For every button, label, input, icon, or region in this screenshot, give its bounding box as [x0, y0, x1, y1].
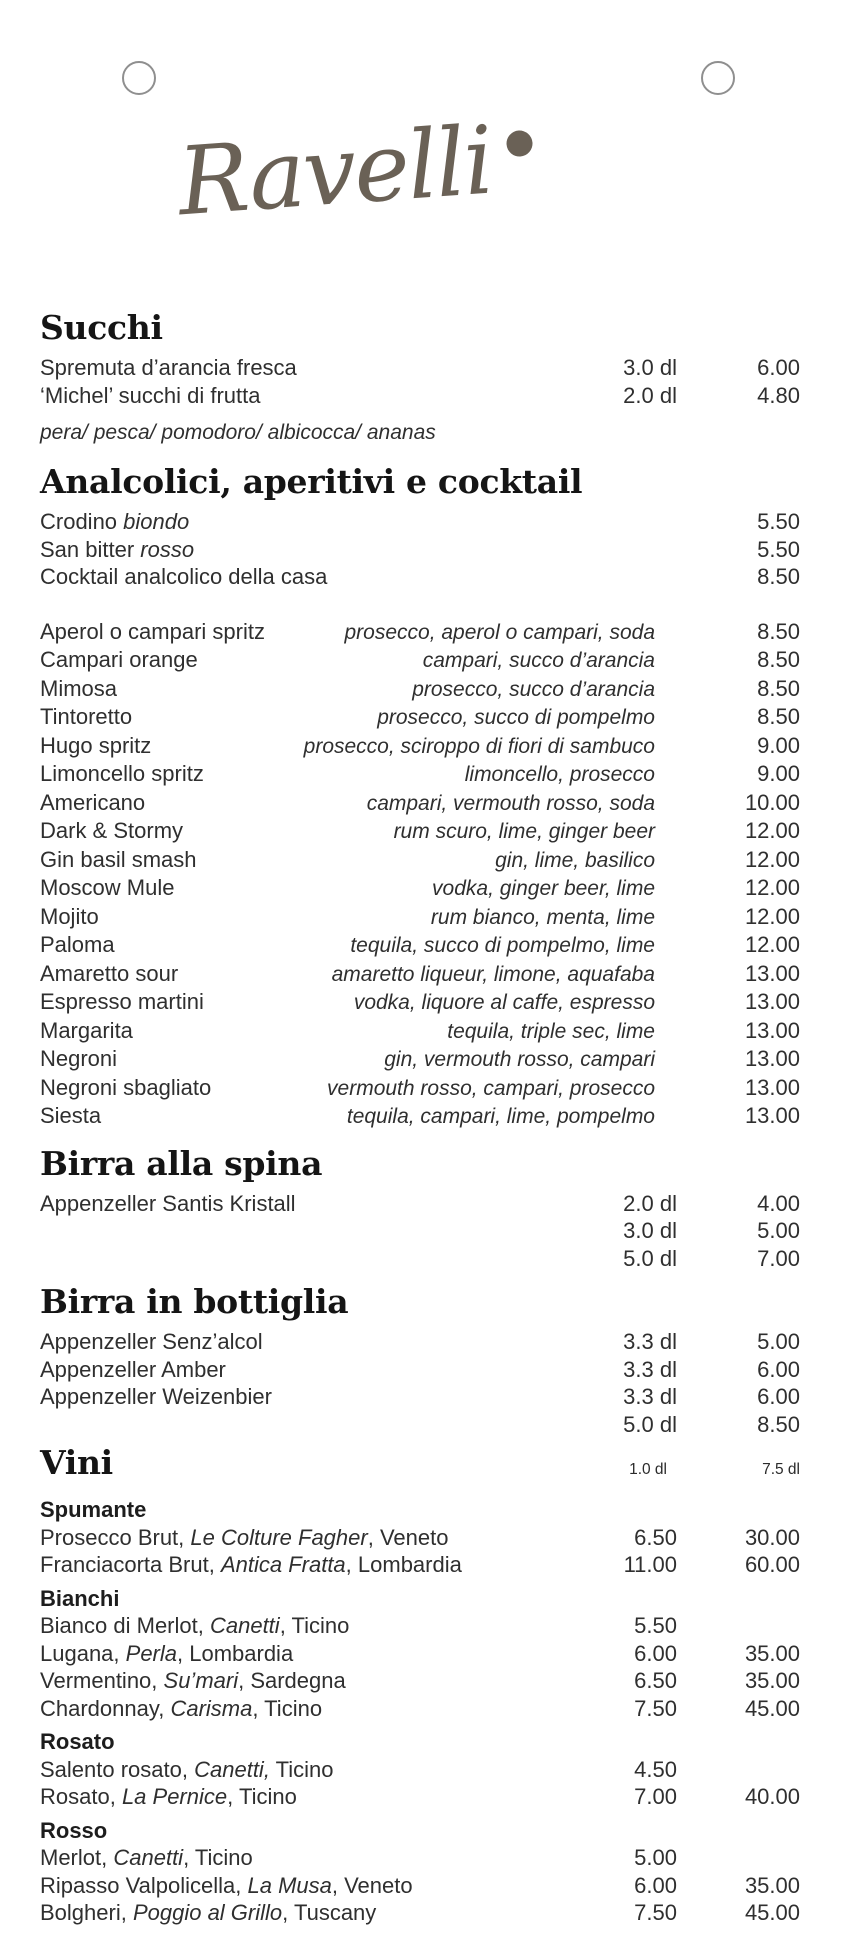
menu-row [40, 1102, 800, 1131]
item-name-text: Americano [40, 789, 146, 815]
item-price: 45.00 [744, 1900, 800, 1925]
item-size-or-glass-price: 3.3 dl [623, 1329, 677, 1354]
menu-row [40, 846, 800, 875]
item-price: 4.80 [757, 382, 800, 408]
wine-category-label: Bianchi [40, 1585, 120, 1611]
menu-row [40, 563, 800, 591]
item-name [40, 1899, 376, 1927]
item-name-text: Mimosa [40, 675, 118, 701]
item-price: 9.00 [757, 732, 800, 758]
item-price: 12.00 [744, 903, 800, 929]
item-name-suffix: , Lombardia [177, 1640, 294, 1666]
item-name-italic: Poggio al Grillo [132, 1900, 283, 1925]
item-description: gin, vermouth rosso, campari [384, 1048, 655, 1071]
item-name-italic: Canetti [113, 1845, 184, 1870]
item-name-suffix: , Ticino [279, 1613, 350, 1638]
menu-section [40, 1443, 800, 1927]
item-price: 30.00 [744, 1524, 800, 1550]
item-description: vodka, ginger beer, lime [432, 877, 655, 900]
menu-group [40, 354, 800, 409]
item-price: 12.00 [744, 818, 800, 843]
item-price: 12.00 [744, 875, 800, 900]
item-name [40, 1756, 334, 1784]
item-price: 6.00 [757, 1356, 800, 1382]
item-description: tequila, triple sec, lime [447, 1019, 655, 1043]
item-name-suffix: , Ticino [227, 1784, 297, 1809]
item-size-or-glass-price: 3.3 dl [623, 1384, 677, 1409]
menu-row [40, 732, 800, 761]
menu-row [40, 1899, 800, 1927]
item-size-or-glass-price: 4.50 [634, 1756, 677, 1782]
menu-row [40, 675, 800, 704]
item-name-text: Amaretto sour [40, 960, 179, 986]
item-size-or-glass-price: 7.50 [634, 1900, 677, 1925]
item-price: 8.50 [757, 704, 800, 729]
item-name-italic: rosso [140, 536, 195, 562]
item-name [40, 354, 297, 382]
wine-category-label: Rosso [40, 1817, 108, 1843]
item-name-text: Campari orange [40, 647, 198, 672]
item-size-or-glass-price: 2.0 dl [623, 382, 677, 408]
item-size-or-glass-price: 3.0 dl [623, 355, 677, 380]
wine-category-label: Rosato [40, 1729, 115, 1754]
item-price: 4.00 [757, 1190, 800, 1216]
item-name [40, 1074, 211, 1102]
item-name [40, 1872, 413, 1900]
menu-row [40, 618, 800, 647]
menu-row [40, 1411, 800, 1439]
item-name-italic: biondo [123, 509, 190, 534]
item-price: 7.00 [757, 1245, 800, 1271]
menu-row [40, 1756, 800, 1784]
item-size-or-glass-price: 6.00 [634, 1872, 677, 1898]
menu-row [40, 874, 800, 903]
menu-row [40, 1383, 800, 1411]
item-name [40, 874, 174, 902]
item-size-or-glass-price: 5.0 dl [623, 1411, 677, 1437]
item-name-italic: Carisma [170, 1695, 253, 1721]
item-name [40, 563, 327, 591]
item-name-italic: La Musa [247, 1872, 332, 1898]
item-description: prosecco, succo d’arancia [412, 677, 655, 701]
item-name [40, 1045, 117, 1073]
item-price: 13.00 [744, 1103, 800, 1128]
item-name-text: Appenzeller Santis Kristall [40, 1190, 296, 1216]
menu-row [40, 1551, 800, 1579]
item-name-text: Prosecco Brut, [40, 1524, 191, 1550]
item-name-suffix: , Tuscany [282, 1900, 377, 1925]
item-name [40, 931, 115, 959]
item-name-suffix: , Veneto [331, 1872, 413, 1898]
item-name-text: Crodino [40, 509, 124, 534]
menu-row [40, 760, 800, 789]
item-size-or-glass-price: 6.00 [634, 1640, 677, 1666]
item-price: 40.00 [744, 1784, 800, 1809]
item-description: campari, vermouth rosso, soda [366, 791, 655, 815]
menu-row [40, 1017, 800, 1046]
menu-row [40, 1640, 800, 1668]
item-name-suffix: , Veneto [367, 1524, 449, 1550]
section-title: Analcolici, aperitivi e cocktail [40, 462, 583, 501]
item-name-text: Franciacorta Brut, [40, 1552, 221, 1577]
item-price: 35.00 [744, 1872, 800, 1898]
menu-row [40, 789, 800, 818]
menu-group [40, 508, 800, 591]
item-size-or-glass-price: 5.50 [634, 1613, 677, 1638]
item-description: amaretto liqueur, limone, aquafaba [331, 962, 655, 986]
item-name-text: Tintoretto [40, 704, 133, 729]
menu-group [40, 1190, 800, 1273]
menu-section [40, 1144, 800, 1273]
item-name [40, 732, 151, 760]
item-price: 13.00 [744, 1017, 800, 1043]
menu-row [40, 536, 800, 564]
menu-section [40, 462, 800, 1131]
menu-row [40, 903, 800, 932]
menu-row [40, 1190, 800, 1218]
item-name [40, 1783, 297, 1811]
item-description: gin, lime, basilico [495, 848, 655, 872]
menu-row [40, 1045, 800, 1074]
item-name-italic: Canetti, [194, 1756, 270, 1782]
item-name [40, 1524, 448, 1552]
item-name [40, 646, 198, 674]
item-name-text: Merlot, [40, 1845, 114, 1870]
item-name [40, 675, 117, 703]
item-name-italic: Su’mari [163, 1668, 239, 1693]
item-name-text: Aperol o campari spritz [40, 618, 265, 644]
item-name [40, 903, 99, 931]
menu-group [40, 1328, 800, 1438]
item-price: 5.50 [757, 509, 800, 534]
item-price: 5.00 [757, 1329, 800, 1354]
item-price: 35.00 [744, 1640, 800, 1666]
item-name [40, 1695, 322, 1723]
item-price: 13.00 [744, 1046, 800, 1071]
item-name [40, 536, 194, 564]
item-size-or-glass-price: 11.00 [623, 1552, 677, 1577]
item-price: 35.00 [744, 1668, 800, 1693]
item-price: 9.00 [757, 761, 800, 786]
item-name-italic: Le Colture Fagher [190, 1524, 368, 1550]
item-name [40, 703, 132, 731]
section-title: Birra in bottiglia [40, 1282, 349, 1321]
item-price: 10.00 [744, 789, 800, 815]
logo-wordmark: Ravelli [174, 106, 496, 238]
item-name-text: Appenzeller Weizenbier [40, 1384, 272, 1409]
item-name-text: Paloma [40, 932, 115, 957]
item-name [40, 382, 260, 410]
item-price: 5.50 [757, 536, 800, 562]
section-title: Vini [40, 1443, 113, 1482]
item-name-text: Moscow Mule [40, 875, 175, 900]
item-name-text: Limoncello spritz [40, 761, 204, 786]
item-price: 8.50 [757, 675, 800, 701]
item-name-suffix: Ticino [269, 1756, 334, 1782]
item-name-text: Lugana, [40, 1640, 126, 1666]
item-name [40, 1667, 346, 1695]
item-name-text: Dark & Stormy [40, 818, 184, 843]
item-price: 13.00 [744, 989, 800, 1014]
item-description: prosecco, aperol o campari, soda [344, 620, 655, 644]
item-price: 13.00 [744, 1074, 800, 1100]
menu-row [40, 1245, 800, 1273]
menu-row [40, 931, 800, 960]
item-size-or-glass-price: 5.0 dl [623, 1245, 677, 1271]
flavor-options-note: pera/ pesca/ pomodoro/ albicocca/ ananas [40, 421, 436, 444]
menu-row [40, 1074, 800, 1103]
item-name-text: Gin basil smash [40, 846, 197, 872]
menu-row [40, 817, 800, 846]
menu-row [40, 1695, 800, 1723]
menu-row [40, 703, 800, 732]
item-size-or-glass-price: 3.3 dl [623, 1356, 677, 1382]
menu-row [40, 1524, 800, 1552]
menu-group [40, 1756, 800, 1811]
column-header-glass: 1.0 dl [629, 1461, 667, 1478]
item-name-text: ‘Michel’ succhi di frutta [40, 382, 261, 408]
item-name-suffix: , Ticino [252, 1695, 323, 1721]
item-price: 6.00 [757, 355, 800, 380]
item-size-or-glass-price: 6.50 [634, 1668, 677, 1693]
menu-row [40, 1612, 800, 1640]
item-size-or-glass-price: 2.0 dl [623, 1190, 677, 1216]
menu-row [40, 508, 800, 536]
item-name-text: Espresso martini [40, 989, 204, 1014]
menu-row [40, 1356, 800, 1384]
menu-row [40, 354, 800, 382]
wine-category-label: Spumante [40, 1497, 147, 1522]
item-name-text: Chardonnay, [40, 1695, 171, 1721]
menu-section [40, 308, 800, 446]
item-name [40, 1017, 133, 1045]
menu-row [40, 646, 800, 675]
item-name [40, 960, 178, 988]
item-name [40, 1328, 263, 1356]
item-description: campari, succo d’arancia [422, 649, 655, 672]
item-size-or-glass-price: 5.00 [634, 1845, 677, 1870]
item-description: vodka, liquore al caffe, espresso [353, 991, 655, 1014]
section-header-row [40, 1443, 800, 1490]
item-name [40, 988, 204, 1016]
item-price: 12.00 [744, 846, 800, 872]
item-name-text: Negroni [40, 1046, 118, 1071]
item-name [40, 1844, 253, 1872]
item-name [40, 1640, 293, 1668]
menu-group [40, 1612, 800, 1722]
item-name-text: Spremuta d’arancia fresca [40, 355, 297, 380]
item-description: prosecco, sciroppo di fiori di sambuco [303, 734, 655, 758]
item-name-text: Appenzeller Senz’alcol [40, 1329, 263, 1354]
item-name-text: Siesta [40, 1103, 102, 1128]
section-title: Birra alla spina [40, 1143, 323, 1183]
menu-row [40, 1667, 800, 1695]
item-name-text: Bianco di Merlot, [40, 1613, 210, 1638]
item-name [40, 1102, 101, 1130]
item-name-text: Negroni sbagliato [40, 1074, 212, 1100]
item-price: 6.00 [757, 1384, 800, 1409]
item-name-text: Ripasso Valpolicella, [40, 1872, 248, 1898]
item-name-text: Margarita [40, 1017, 133, 1043]
item-name-text: Bolgheri, [40, 1900, 133, 1925]
menu-group [40, 1844, 800, 1927]
item-price: 45.00 [744, 1695, 800, 1721]
menu-row [40, 1783, 800, 1811]
item-name-italic: Antica Fratta [220, 1552, 346, 1577]
menu-row [40, 988, 800, 1017]
item-name [40, 1551, 462, 1579]
item-name [40, 618, 265, 646]
item-name-text: Salento rosato, [40, 1756, 195, 1782]
menu-group [40, 618, 800, 1131]
item-name-italic: Canetti [209, 1613, 280, 1638]
item-price: 8.50 [757, 647, 800, 672]
item-name [40, 760, 204, 788]
item-name-text: Hugo spritz [40, 732, 152, 758]
item-price: 8.50 [757, 564, 800, 589]
column-header-bottle: 7.5 dl [762, 1461, 800, 1478]
item-price: 5.00 [757, 1218, 800, 1243]
item-name-text: San bitter [40, 536, 141, 562]
item-name-suffix: , Ticino [183, 1845, 253, 1870]
item-description: tequila, succo di pompelmo, lime [350, 934, 655, 957]
item-name-text: Mojito [40, 903, 99, 929]
item-name [40, 817, 183, 845]
item-price: 12.00 [744, 932, 800, 957]
item-name-text: Vermentino, [40, 1668, 164, 1693]
item-description: prosecco, succo di pompelmo [377, 706, 655, 729]
menu-section [40, 1282, 800, 1438]
menu-row [40, 1844, 800, 1872]
item-description: rum bianco, menta, lime [430, 905, 655, 929]
section-title: Succhi [40, 308, 163, 347]
item-name [40, 1612, 349, 1640]
item-name-italic: Perla [125, 1640, 177, 1666]
item-price: 13.00 [744, 960, 800, 986]
item-size-or-glass-price: 7.50 [634, 1695, 677, 1721]
item-name-text: Appenzeller Amber [40, 1356, 226, 1382]
item-name [40, 789, 145, 817]
item-name-italic: La Pernice [121, 1784, 228, 1809]
item-price: 8.50 [757, 618, 800, 644]
item-price: 60.00 [744, 1552, 800, 1577]
item-name-suffix: , Lombardia [345, 1552, 462, 1577]
item-description: vermouth rosso, campari, prosecco [327, 1076, 655, 1100]
item-name-text: Cocktail analcolico della casa [40, 564, 328, 589]
menu-row [40, 960, 800, 989]
item-description: tequila, campari, lime, pompelmo [346, 1105, 655, 1128]
item-size-or-glass-price: 3.0 dl [623, 1218, 677, 1243]
menu-row [40, 1217, 800, 1245]
item-name [40, 508, 189, 536]
item-name-text: Rosato, [40, 1784, 122, 1809]
item-name [40, 846, 197, 874]
menu-row [40, 1328, 800, 1356]
item-name [40, 1190, 296, 1218]
menu-row [40, 1872, 800, 1900]
item-description: limoncello, prosecco [464, 763, 655, 786]
item-size-or-glass-price: 7.00 [634, 1784, 677, 1809]
item-name [40, 1356, 226, 1384]
menu-row [40, 382, 800, 410]
item-price: 8.50 [757, 1411, 800, 1437]
menu-group [40, 1524, 800, 1579]
item-size-or-glass-price: 6.50 [634, 1524, 677, 1550]
item-name-suffix: , Sardegna [238, 1668, 346, 1693]
item-name [40, 1383, 272, 1411]
item-description: rum scuro, lime, ginger beer [393, 820, 655, 843]
